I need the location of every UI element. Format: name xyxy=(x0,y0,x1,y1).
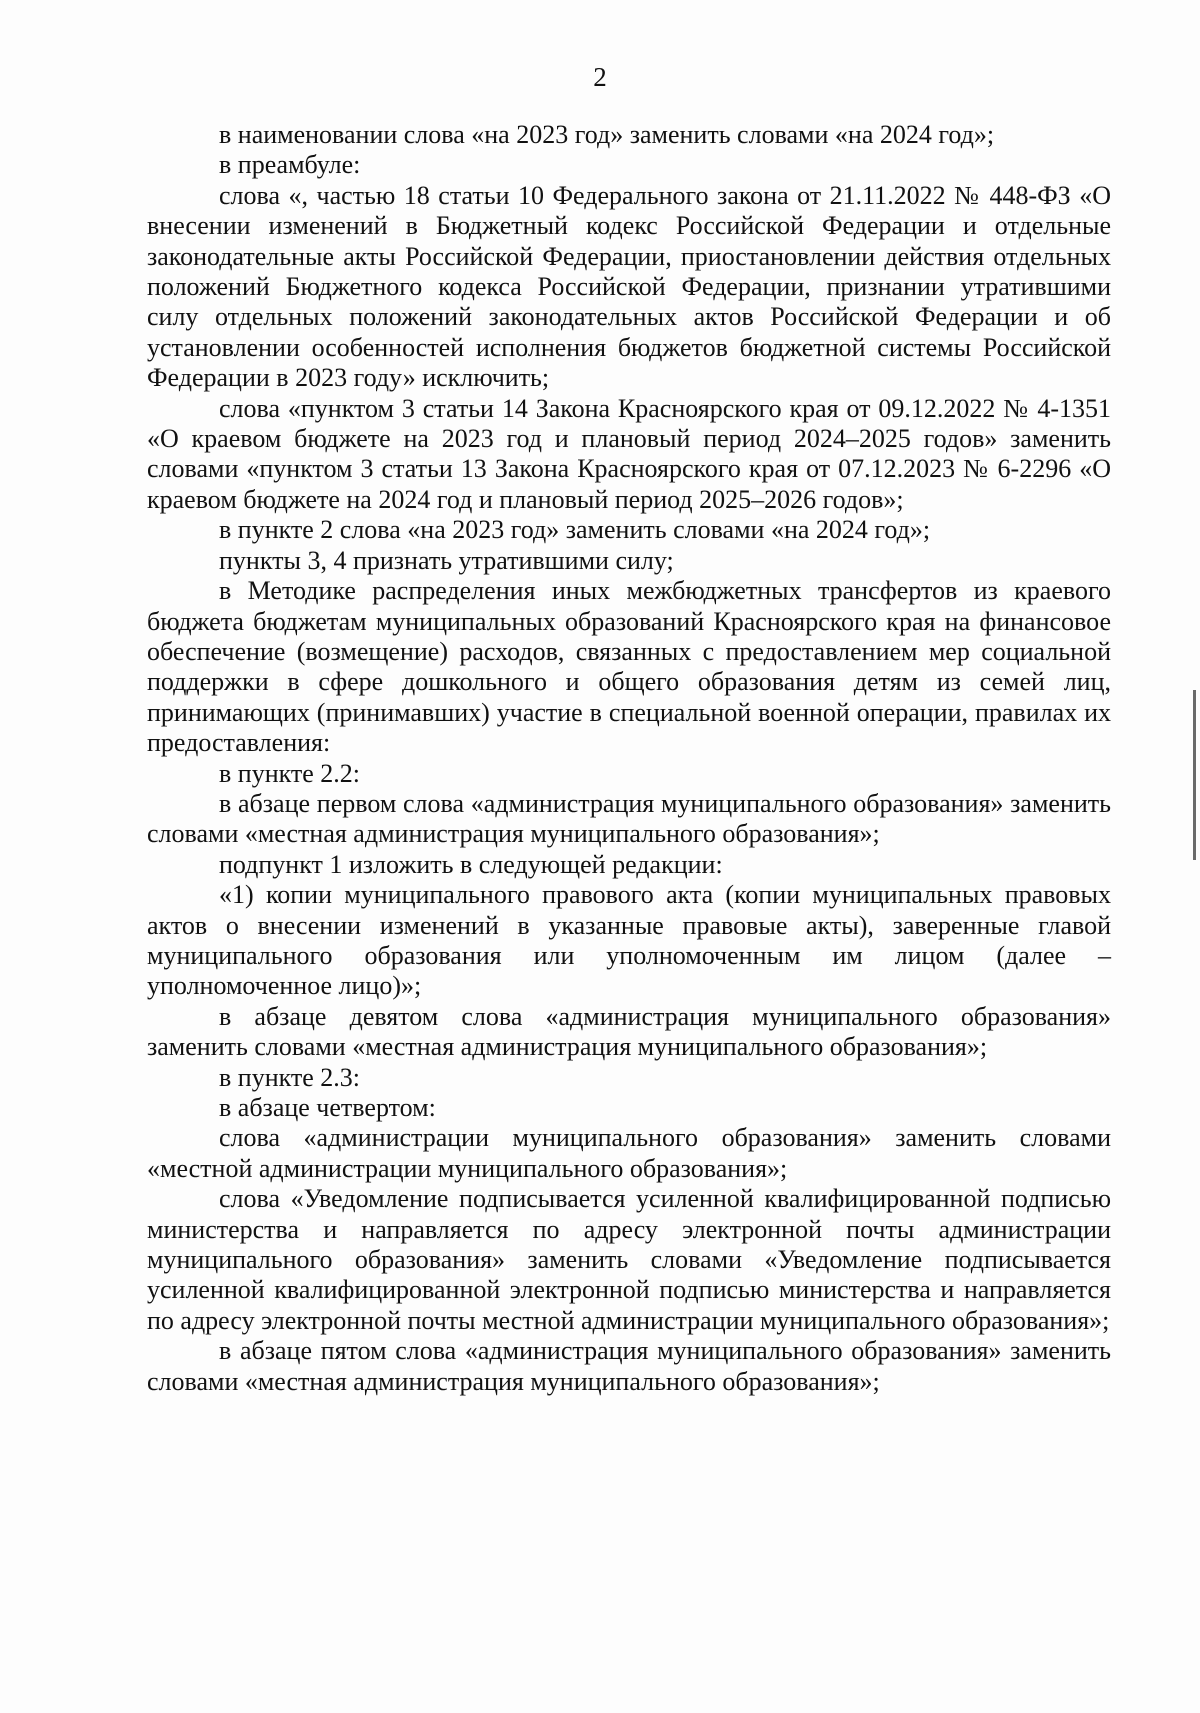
paragraph-preamble: в преамбуле: xyxy=(219,150,361,180)
paragraph-words-administration: слова «администрации муниципального образования» заменить словами «местной администрации муниципального образования»; xyxy=(147,1123,1111,1183)
paragraph-point-2: в пункте 2 слова «на 2023 год» заменить словами «на 2024 год»; xyxy=(219,515,931,545)
scan-edge-mark xyxy=(1193,690,1196,860)
paragraph-regional-law: слова «пунктом 3 статьи 14 Закона Красноярского края от 09.12.2022 № 4-1351 «О краевом бюджете на 2023 год и плановый период 2024–2025 годов» заменить словами «пунктом 3 статьи 13 Закона Красноярского края от 07.12.2023 № 6-2296 «О краевом бюджете на 2024 год и плановый период 2025–2026 годов»; xyxy=(147,393,1111,514)
paragraph-title-change: в наименовании слова «на 2023 год» заменить словами «на 2024 год»; xyxy=(219,120,995,149)
paragraph-subpoint-1-text: «1) копии муниципального правового акта (копии муниципальных правовых актов о внесении изменений в указанные правовые акты), заверенные главой муниципального образования или уполномоченным им лицом (далее – уполномоченное лицо)»; xyxy=(147,880,1111,1001)
paragraph-words-notification: слова «Уведомление подписывается усиленной квалифицированной подписью министерства и направляется по адресу электронной почты администрации муниципального образования» заменить словами «Уведомление подписывается усиленной квалифицированной электронной подписью министерства и направляется по адресу электронной почты местной администрации муниципального образования»; xyxy=(147,1184,1111,1335)
paragraph-abzac-4: в абзаце четвертом: xyxy=(219,1093,436,1122)
paragraph-federal-law: слова «, частью 18 статьи 10 Федерального закона от 21.11.2022 № 448-ФЗ «О внесении изменений в Бюджетный кодекс Российской Федерации и отдельные законодательные акты Российской Федерации, приостановлении действия отдельных положений Бюджетного кодекса Российской Федерации, признании утратившими силу отдельных положений законодательных актов Российской Федерации и об установлении особенностей исполнения бюджетов бюджетной системы Российской Федерации в 2023 году» исключить; xyxy=(147,180,1111,393)
paragraph-points-3-4: пункты 3, 4 признать утратившими силу; xyxy=(219,545,674,575)
document-body xyxy=(147,120,1111,1397)
paragraph-abzac-5: в абзаце пятом слова «администрация муниципального образования» заменить словами «местная администрация муниципального образования»; xyxy=(147,1336,1111,1396)
paragraph-point-2-3: в пункте 2.3: xyxy=(219,1062,361,1092)
paragraph-abzac-9: в абзаце девятом слова «администрация муниципального образования» заменить словами «местная администрация муниципального образования»; xyxy=(147,1001,1111,1062)
paragraph-methodology: в Методике распределения иных межбюджетных трансфертов из краевого бюджета бюджетам муниципальных образований Красноярского края на финансовое обеспечение (возмещение) расходов, связанных с предоставлением мер социальной поддержки в сфере дошкольного и общего образования детям из семей лиц, принимающих (принимавших) участие в специальной военной операции, правилах их предоставления: xyxy=(147,576,1111,758)
page-number: 2 xyxy=(593,62,607,92)
paragraph-subpoint-1: подпункт 1 изложить в следующей редакции: xyxy=(219,849,723,879)
paragraph-abzac-1: в абзаце первом слова «администрация муниципального образования» заменить словами «местная администрация муниципального образования»; xyxy=(147,788,1111,849)
paragraph-point-2-2: в пункте 2.2: xyxy=(219,758,361,788)
